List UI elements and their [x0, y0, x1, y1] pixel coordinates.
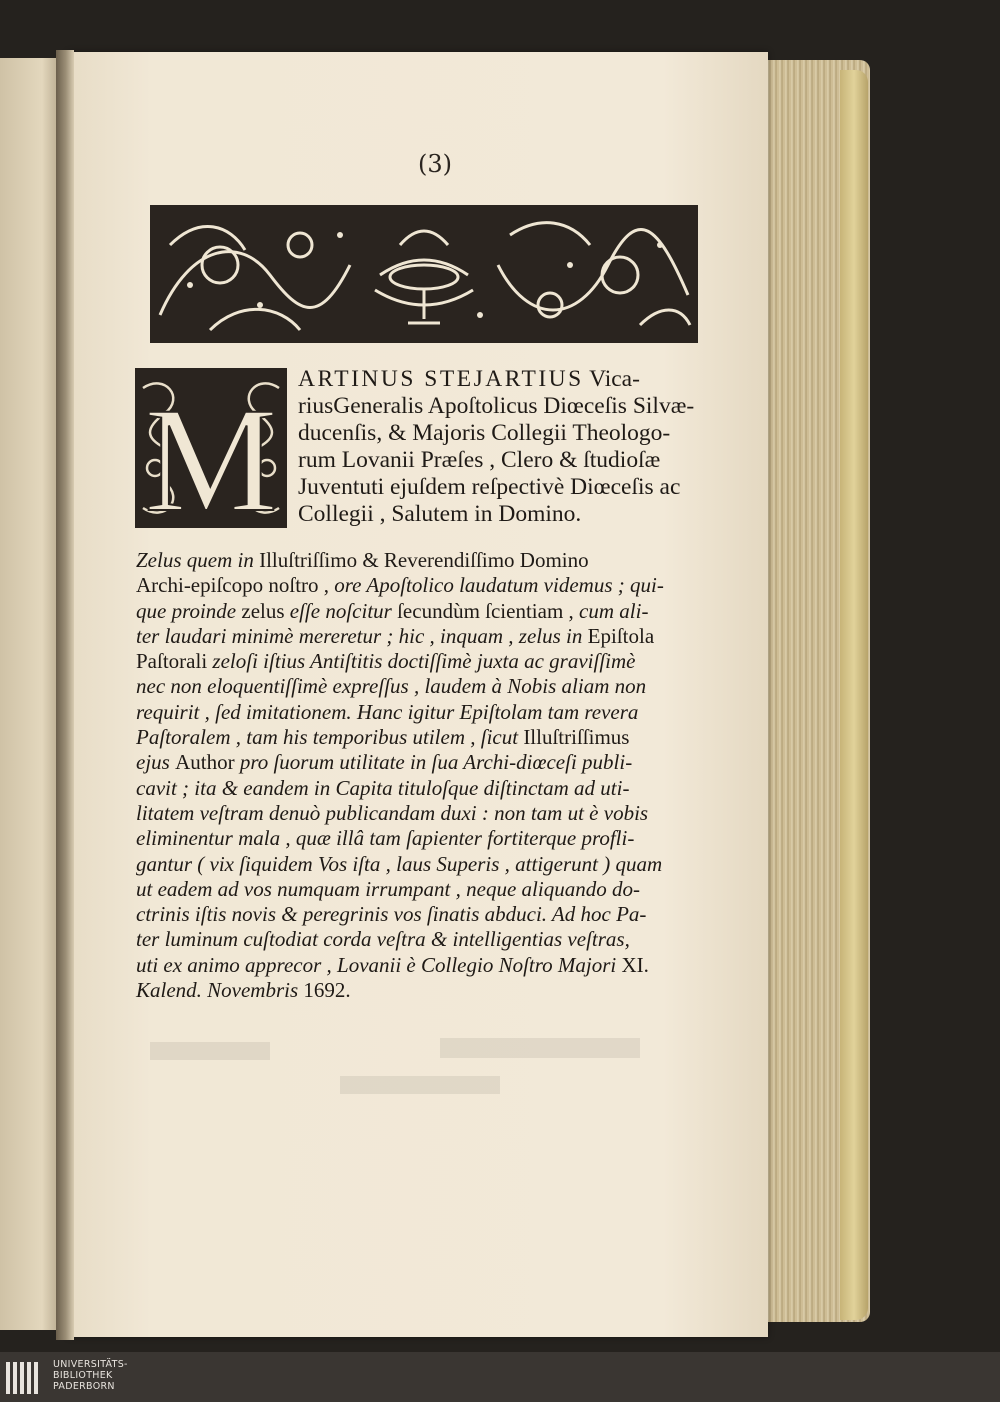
body-line [136, 877, 732, 902]
text-run: nec non eloquentiſſimè expreſſus , laudem à Nobis aliam non [136, 674, 647, 699]
text-run: XI. [621, 952, 649, 977]
text-run: cavit ; ita & eandem in Capita tituloſque diſtinctam ad uti- [136, 775, 630, 800]
text-run: Illuſtriſſimus [523, 725, 630, 750]
body-line [136, 700, 732, 725]
text-run: Paſtoralem , tam his temporibus utilem , ſicut [136, 725, 524, 750]
text-run: ore Apoſtolico laudatum videmus ; qui- [334, 573, 664, 598]
body-line [136, 750, 732, 775]
text-run: que proinde [136, 598, 242, 623]
text-run: Zelus quem in [136, 548, 260, 572]
body-paragraph [136, 548, 732, 1003]
text-run: ter laudari minimè mereretur ; hic , inquam , zelus in [136, 623, 588, 648]
intro-line: Collegii , Salutem in Domino. [298, 501, 582, 527]
body-line [136, 826, 732, 851]
intro-line: ducenſis, & Majoris Collegii Theologo- [298, 420, 671, 446]
logo-line: BIBLIOTHEK [53, 1370, 113, 1381]
text-run: ejus [136, 750, 176, 775]
text-run: Illuſtriſſimo & Reverendiſſimo Domino [259, 548, 589, 572]
body-line [136, 776, 732, 801]
intro-line: riusGeneralis Apoſtolicus Diœceſis Silvæ- [298, 393, 695, 419]
decorated-initial [135, 368, 287, 528]
text-run: gantur ( vix ſiquidem Vos iſta , laus Superis , attigerunt ) quam [136, 851, 663, 876]
body-line [136, 573, 732, 598]
text-run: Paſtorali [136, 649, 213, 674]
text-run: Epiſtola [587, 623, 655, 648]
text-run: ctrinis iſtis novis & peregrinis vos ſinatis abduci. Ad hoc Pa- [136, 902, 647, 927]
text-run: zeloſi iſtius Antiſtitis doctiſſimè juxta ac graviſſimè [212, 649, 636, 674]
body-line [136, 801, 732, 826]
intro-line: rum Lovanii Præſes , Clero & ſtudioſæ [298, 447, 661, 473]
body-line [136, 902, 732, 927]
library-logo-icon [4, 1358, 44, 1398]
body-line [136, 725, 732, 750]
body-line [136, 624, 732, 649]
text-run: cum ali- [579, 598, 649, 623]
text-run: ut eadem ad vos numquam irrumpant , neque aliquando do- [136, 876, 640, 901]
body-line [136, 548, 732, 573]
show-through-bleed [140, 1030, 700, 1100]
left-page-edge [0, 58, 60, 1330]
text-run: Kalend. Novembris [136, 978, 304, 1003]
text-run: ter luminum cuſtodiat corda veſtra & intelligentias veſtras, [136, 927, 630, 952]
book-gutter [56, 50, 74, 1340]
body-line [136, 599, 732, 624]
book-cover-edge [840, 70, 868, 1320]
text-run: 1692. [303, 978, 351, 1003]
text-run: uti ex animo apprecor , Lovanii è Collegio Noſtro Majori [136, 952, 622, 977]
text-run: eliminentur mala , quæ illâ tam ſapienter fortiterque profli- [136, 826, 635, 851]
intro-line: Juventuti ejuſdem reſpectivè Diœceſis ac [298, 474, 681, 500]
show-through-marks [140, 1030, 700, 1100]
logo-line: UNIVERSITÄTS- [53, 1359, 128, 1370]
text-run: pro ſuorum utilitate in ſua Archi-diœceſi publi- [239, 750, 633, 775]
page-number: (3) [418, 150, 452, 178]
body-line [136, 978, 732, 1003]
text-run: zelus [241, 598, 290, 623]
intro-paragraph [298, 366, 730, 528]
intro-line: ARTINUS STEJARTIUS Vica- [298, 366, 640, 392]
body-line [136, 953, 732, 978]
body-line [136, 649, 732, 674]
text-run: Author [175, 750, 240, 775]
body-line [136, 852, 732, 877]
text-run: Archi-epiſcopo noſtro , [136, 573, 335, 598]
text-run: eſſe noſcitur [289, 598, 398, 623]
headpiece-ornament [150, 205, 698, 343]
footer-bar [0, 1352, 1000, 1402]
initial-frame-ornament [135, 368, 287, 528]
text-run: ſecundùm ſcientiam , [397, 598, 580, 623]
logo-line: PADERBORN [53, 1381, 115, 1392]
body-line [136, 927, 732, 952]
text-run: litatem veſtram denuò publicandam duxi : non tam ut è vobis [136, 800, 649, 825]
library-logo-text [53, 1359, 128, 1392]
body-line [136, 674, 732, 699]
initial-letter: M [144, 377, 278, 528]
text-run: requirit , ſed imitationem. Hanc igitur Epiſtolam tam revera [136, 699, 639, 724]
